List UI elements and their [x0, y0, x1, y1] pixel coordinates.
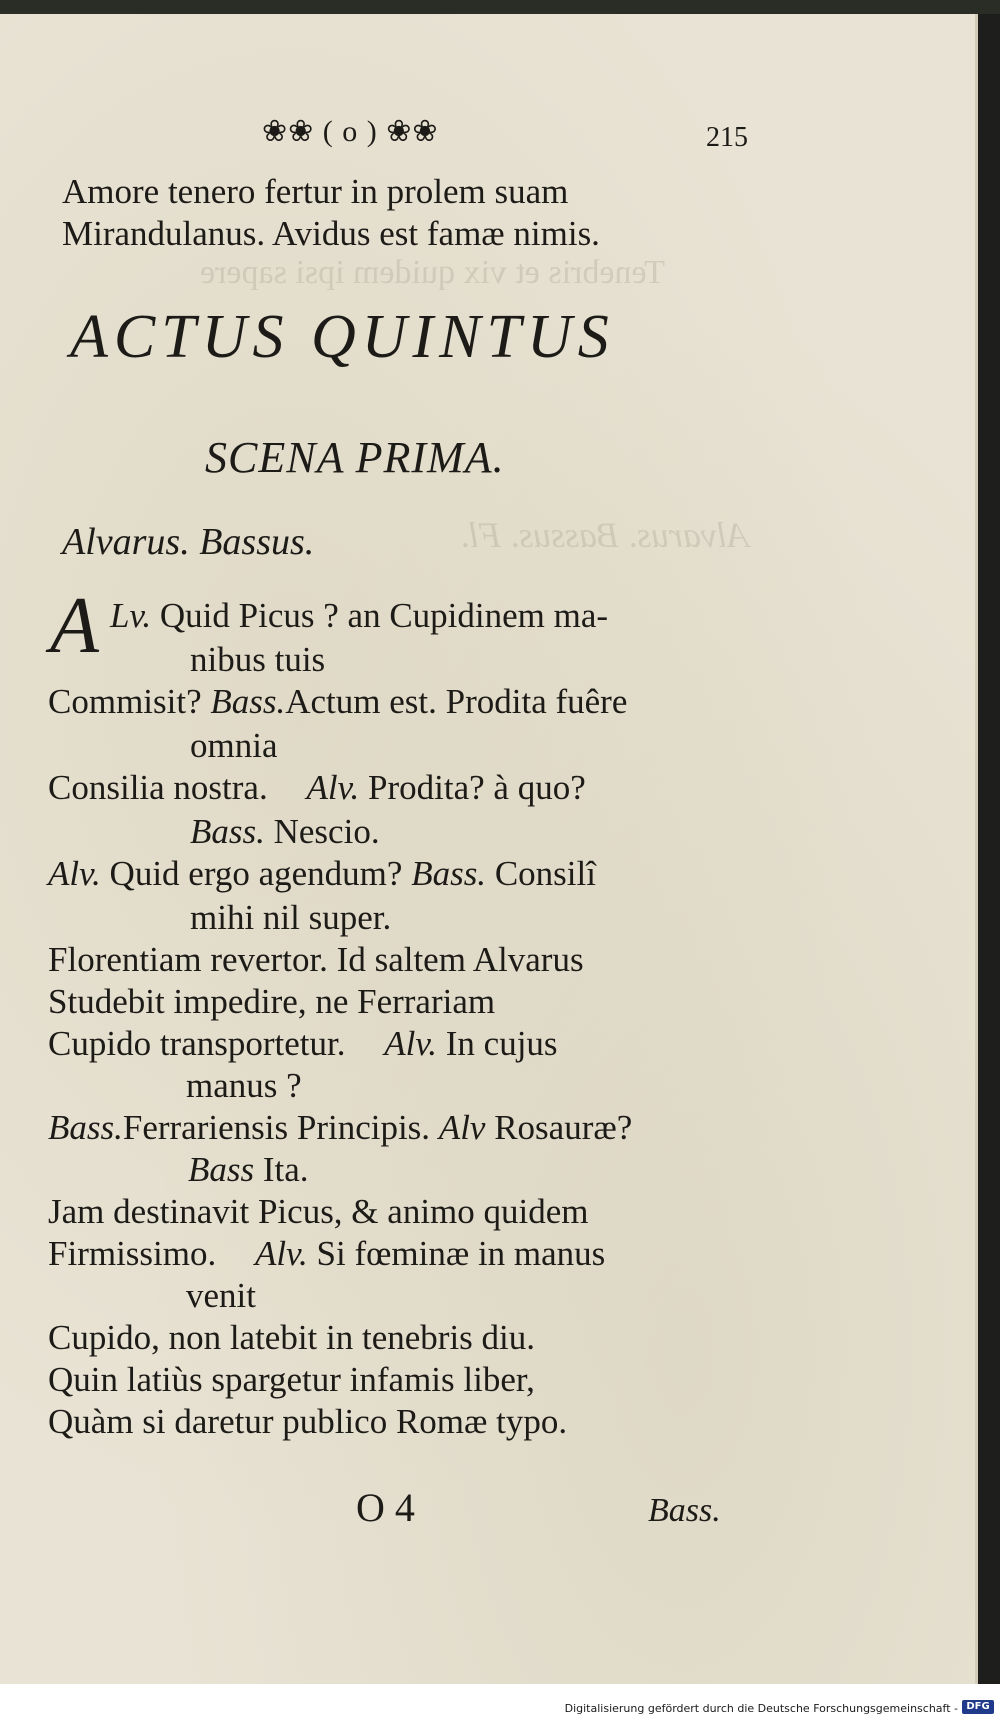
verse-line: Quid Picus ? an Cupidinem ma-: [159, 596, 609, 635]
verse-line: Commisit?: [48, 682, 202, 721]
verse-line: Ferrariensis Principis.: [122, 1108, 431, 1147]
speaker-tag: Alv.: [48, 854, 101, 893]
dfg-logo: DFG: [962, 1700, 994, 1714]
speaker-tag: Alv.: [384, 1024, 438, 1063]
intro-line: Amore tenero fertur in prolem suam: [62, 172, 569, 211]
verse-line: Si fœminæ in manus: [316, 1234, 606, 1273]
verse-line: In cujus: [445, 1024, 558, 1063]
verse-line: Cupido, non latebit in tenebris diu.: [48, 1318, 536, 1357]
speaker-tag: Alv: [438, 1108, 486, 1147]
page-number: 215: [706, 122, 748, 153]
verse-line: Florentiam revertor. Id saltem Alvarus: [48, 940, 584, 979]
verse-line: Quid ergo agendum?: [109, 854, 403, 893]
verse-line: Ita.: [262, 1150, 309, 1189]
verse-line: Studebit impedire, ne Ferrariam: [48, 982, 496, 1021]
dramatis-personae: Alvarus. Bassus.: [62, 521, 315, 563]
funding-credit: Digitalisierung gefördert durch die Deutsche Forschungsgemeinschaft -: [564, 1702, 958, 1715]
verse-line: omnia: [190, 726, 278, 765]
bleed-through-text: Alvarus. Bassus. Fl.: [460, 515, 750, 555]
bleed-through-text: Tenebris et vix quidem ipsi sapere: [200, 254, 665, 291]
verse-line: Consilî: [494, 854, 596, 893]
intro-line: Mirandulanus. Avidus est famæ nimis.: [62, 214, 600, 253]
verse-line: Prodita? à quo?: [368, 768, 586, 807]
verse-line: Jam destinavit Picus, & animo quidem: [48, 1192, 589, 1231]
verse-line: nibus tuis: [190, 640, 326, 679]
verse-line: Rosauræ?: [494, 1108, 633, 1147]
drop-capital: A: [50, 582, 99, 670]
header-ornament: ❀❀ ( o ) ❀❀: [262, 115, 439, 148]
speaker-tag: Alv.: [306, 768, 360, 807]
signature-mark: O 4: [356, 1485, 415, 1530]
verse-line: venit: [186, 1276, 256, 1315]
verse-line: Firmissimo.: [48, 1234, 217, 1273]
speaker-tag: Bass.: [210, 682, 286, 721]
catchword: Bass.: [648, 1492, 721, 1529]
book-page: [0, 14, 978, 1684]
scan-top-edge: [0, 0, 1000, 14]
verse-line: Cupido transportetur.: [48, 1024, 346, 1063]
speaker-tag: Bass.: [48, 1108, 123, 1147]
verse-line: manus ?: [186, 1066, 302, 1105]
verse-line: Nescio.: [273, 812, 380, 851]
verse-line: mihi nil super.: [190, 898, 392, 937]
speaker-tag: Bass.: [411, 854, 487, 893]
verse-line: Consilia nostra.: [48, 768, 268, 807]
verse-line: Quin latiùs spargetur infamis liber,: [48, 1360, 535, 1399]
speaker-tag: Bass: [188, 1150, 255, 1189]
verse-line: Actum est. Prodita fuêre: [285, 682, 628, 721]
speaker-tag: Alv.: [254, 1234, 308, 1273]
act-title: ACTUS QUINTUS: [70, 303, 615, 371]
verse-line: Quàm si daretur publico Romæ typo.: [48, 1402, 568, 1441]
speaker-tag: Lv.: [110, 596, 152, 635]
scene-title: SCENA PRIMA.: [205, 433, 505, 482]
speaker-tag: Bass.: [190, 812, 265, 851]
